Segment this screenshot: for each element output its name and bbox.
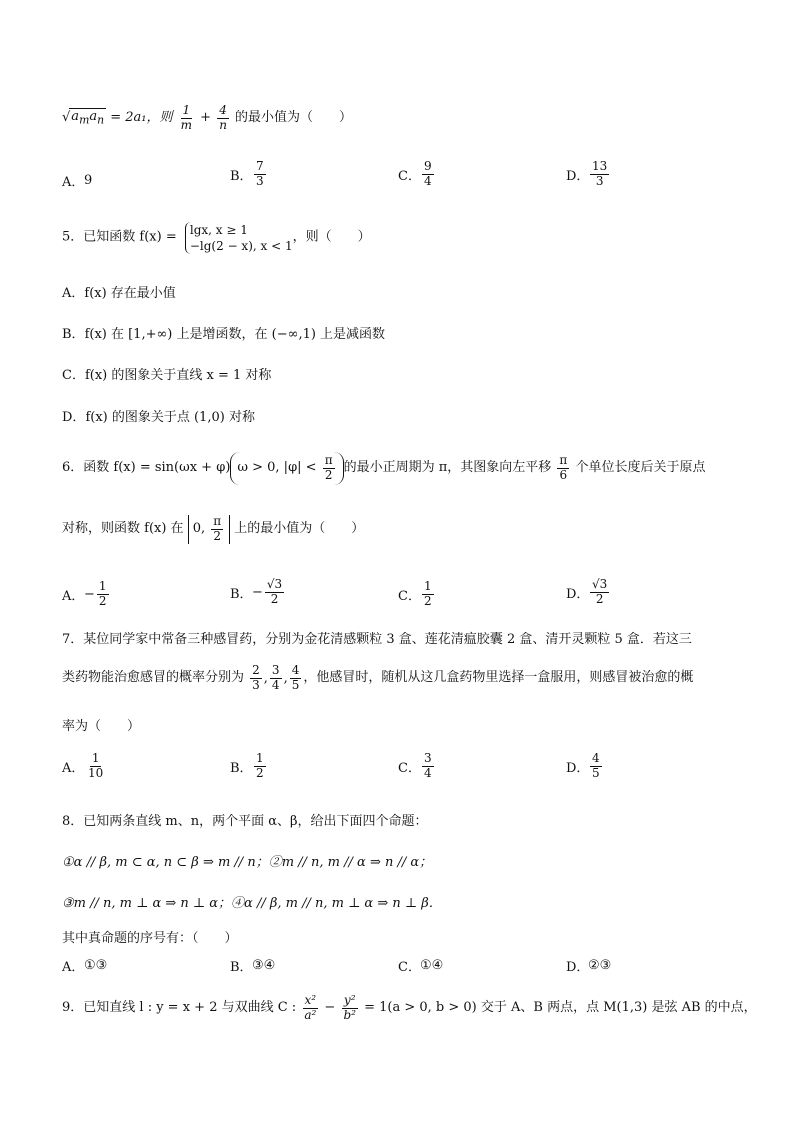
q8-option-d[interactable]: D．②③ [566, 958, 612, 975]
q4-option-c[interactable]: C． $\frac{9}{4}$ [398, 159, 432, 188]
q6-condition: ω > 0, |φ| < $\frac{\pi}{2}$ [230, 452, 343, 485]
q7-option-b[interactable]: B． $\frac{1}{2}$ [230, 751, 264, 780]
q8-stem-line1: 8．已知两条直线 m、n，两个平面 α、β，给出下面四个命题： [62, 814, 428, 829]
q5-stem: 5．已知函数 f(x) = lgx, x ≥ 1 −lg(2 − x), x < 1 ，则（ ） [62, 223, 371, 254]
q7-stem-line2: 类药物能治愈感冒的概率分别为 $\frac{2}{3}$ , $\frac{3}{4}$ , $\frac{4}{5}$ ，他感冒时，随机从这几盒药物里选择一盒服用，则感冒被治愈的概 [62, 663, 694, 692]
q4-radical: $√a_ma_n$ [62, 109, 105, 128]
q5-option-d[interactable]: D．f(x) 的图象关于点 (1,0) 对称 [62, 410, 255, 425]
q7-option-c[interactable]: C． $\frac{3}{4}$ [398, 751, 432, 780]
q8-option-a[interactable]: A．①③ [62, 958, 108, 975]
q7-option-a[interactable]: A． $\frac{1}{10}$ [62, 751, 104, 780]
q4-fraction-2: $\frac{4}{n}$ [219, 103, 227, 132]
q4-option-a[interactable]: A．9 [62, 173, 93, 190]
q5-option-a[interactable]: A．f(x) 存在最小值 [62, 286, 176, 301]
q4-stem-tail: 的最小值为（ ） [230, 109, 353, 125]
q4-option-d[interactable]: D． $\frac{13}{3}$ [566, 159, 608, 188]
q4-stem-mid: = 2a₁，则 [106, 109, 177, 125]
q7-stem-line3: 率为（ ） [62, 719, 141, 734]
q7-option-d[interactable]: D． $\frac{4}{5}$ [566, 751, 600, 780]
q7-stem-line1: 7．某位同学家中常备三种感冒药，分别为金花清感颗粒 3 盒、莲花清瘟胶囊 2 盒、清开灵颗粒 5 盒．若这三 [62, 632, 692, 647]
q5-option-b[interactable]: B．f(x) 在 [1,+∞) 上是增函数，在 (−∞,1) 上是减函数 [62, 327, 386, 342]
q4-fraction-1: $\frac{1}{m}$ [180, 103, 193, 132]
q6-interval: 0, $\frac{\pi}{2}$ [188, 515, 230, 544]
q6-stem-line1: 6．函数 f(x) = sin(ωx + φ) ω > 0, |φ| < $\frac{\pi}{2}$ 的最小正周期为 π，其图象向左平移 $\frac{\pi}{6}$ 个单位长度后关于原点 [62, 452, 705, 485]
q4-stem: $√a_ma_n = 2a_1$，则 $\frac{1}{m}$ + $\frac{4}{n}$ 的最小值为（ ） [62, 103, 353, 132]
q6-stem-line2: 对称，则函数 f(x) 在 0, $\frac{\pi}{2}$ 上的最小值为（ ） [62, 514, 365, 543]
q5-piecewise: lgx, x ≥ 1 −lg(2 − x), x < 1 [185, 222, 293, 254]
q8-stem-line2: ①α // β, m ⊂ α, n ⊂ β ⇒ m // n；②m // n, m // α ⇒ n // α； [62, 855, 433, 870]
q8-stem-line3: ③m // n, m ⊥ α ⇒ n ⊥ α；④α // β, m // n, m ⊥ α ⇒ n ⊥ β． [62, 896, 442, 911]
q6-option-a[interactable]: A．− $\frac{1}{2}$ [62, 579, 107, 608]
q8-option-b[interactable]: B．③④ [230, 958, 276, 975]
q5-option-c[interactable]: C．f(x) 的图象关于直线 x = 1 对称 [62, 368, 272, 383]
q4-option-b[interactable]: B． $\frac{7}{3}$ [230, 159, 264, 188]
q8-stem-line4: 其中真命题的序号有：（ ） [62, 931, 238, 946]
q6-option-d[interactable]: D． $\frac{√3}{2}$ [566, 577, 608, 606]
q6-option-b[interactable]: B．− $\frac{√3}{2}$ [230, 577, 283, 606]
q9-stem: 9．已知直线 l : y = x + 2 与双曲线 C : $\frac{\text{x²}}{\text{a²}}$ − $\frac{\text{y²}}{\text{b²}}$ = 1(a > 0, b > 0) 交于 A、B 两点，点 M(1,3) 是弦 AB 的中点， [62, 993, 757, 1022]
q6-option-c[interactable]: C． $\frac{1}{2}$ [398, 579, 432, 608]
q8-option-c[interactable]: C．①④ [398, 958, 444, 975]
